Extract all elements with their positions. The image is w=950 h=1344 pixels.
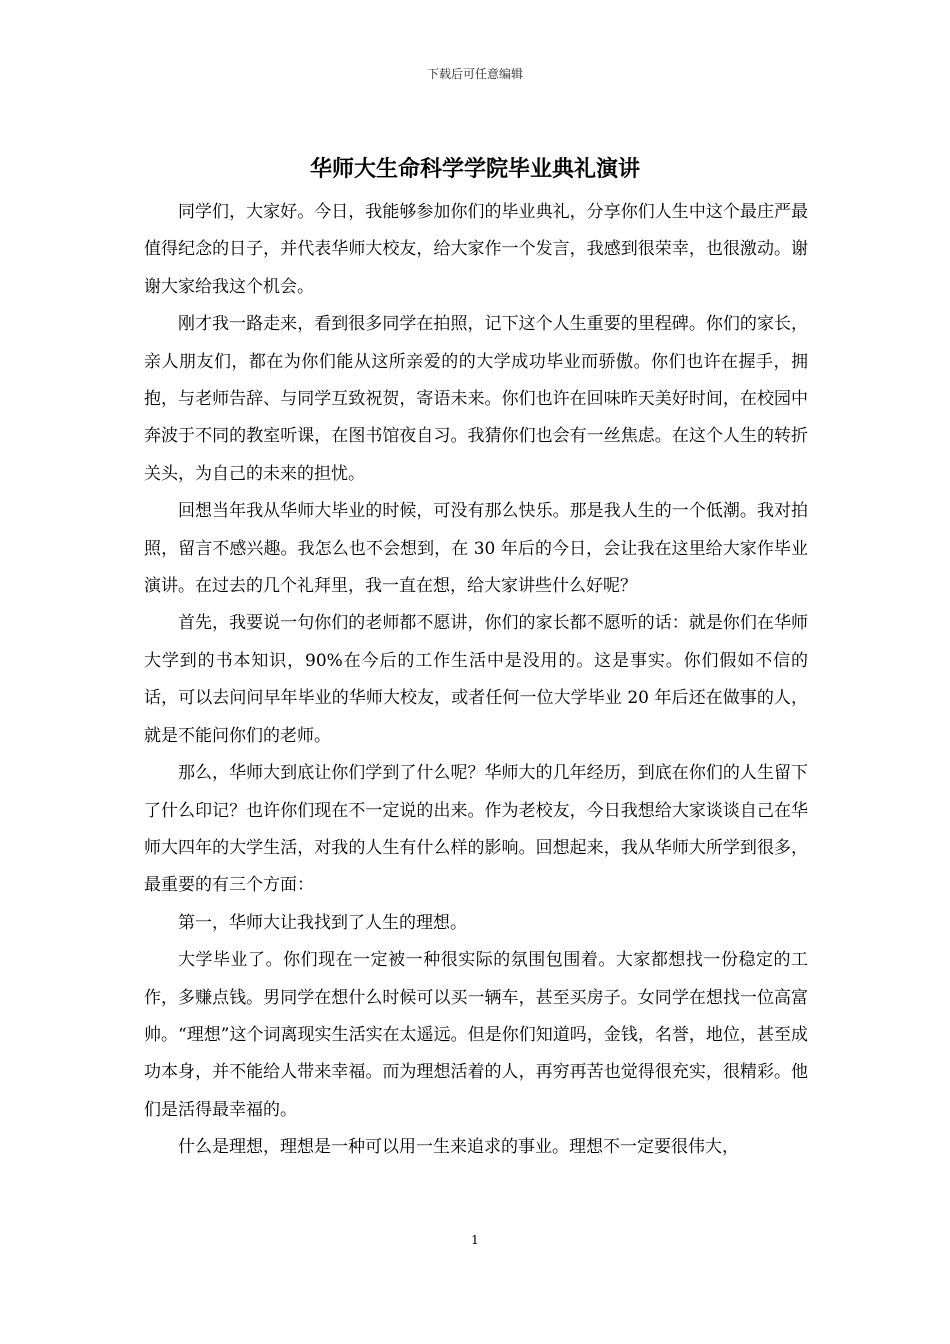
paragraph-7: 大学毕业了。你们现在一定被一种很实际的氛围包围着。大家都想找一份稳定的工作，多赚点钱。男同学在想什么时候可以买一辆车，甚至买房子。女同学在想找一位高富帅。“理想”这个词离现实生活实在太遥远。但是你们知道吗，金钱，名誉，地位，甚至成功本身，并不能给人带来幸福。而为理想活着的人，再穷再苦也觉得很充实，很精彩。他们是活得最幸福的。 [144, 950, 808, 1120]
paragraph-3: 回想当年我从华师大毕业的时候，可没有那么快乐。那是我人生的一个低潮。我对拍照，留言不感兴趣。我怎么也不会想到，在 30 年后的今日，会让我在这里给大家作毕业演讲。在过去的几个礼拜里，我一直在想，给大家讲些什么好呢？ [144, 501, 808, 597]
page-number: 1 [471, 1233, 479, 1247]
paragraph-6: 第一，华师大让我找到了人生的理想。 [178, 912, 467, 933]
paragraph-4: 首先，我要说一句你们的老师都不愿讲，你们的家长都不愿听的话：就是你们在华师大学到的书本知识，90%在今后的工作生活中是没用的。这是事实。你们假如不信的话，可以去问问早年毕业的华师大校友，或者任何一位大学毕业 20 年后还在做事的人，就是不能问你们的老师。 [144, 613, 808, 746]
document-body [144, 194, 808, 1167]
paragraph-8: 什么是理想，理想是一种可以用一生来追求的事业。理想不一定要很伟大， [178, 1137, 739, 1158]
page-header-note: 下载后可任意编辑 [426, 67, 523, 81]
document-title: 华师大生命科学学院毕业典礼演讲 [309, 157, 640, 182]
paragraph-5: 那么，华师大到底让你们学到了什么呢？华师大的几年经历，到底在你们的人生留下了什么印记？也许你们现在不一定说的出来。作为老校友，今日我想给大家谈谈自己在华师大四年的大学生活，对我的人生有什么样的影响。回想起来，我从华师大所学到很多，最重要的有三个方面： [144, 763, 808, 896]
paragraph-1: 同学们，大家好。今日，我能够参加你们的毕业典礼，分享你们人生中这个最庄严最值得纪念的日子，并代表华师大校友，给大家作一个发言，我感到很荣幸，也很激动。谢谢大家给我这个机会。 [144, 202, 808, 297]
paragraph-2: 刚才我一路走来，看到很多同学在拍照，记下这个人生重要的里程碑。你们的家长，亲人朋友们，都在为你们能从这所亲爱的的大学成功毕业而骄傲。你们也许在握手，拥抱，与老师告辞、与同学互致祝贺，寄语未来。你们也许在回味昨天美好时间，在校园中奔波于不同的教室听课，在图书馆夜自习。我猜你们也会有一丝焦虑。在这个人生的转折关头，为自己的未来的担忧。 [144, 314, 808, 484]
